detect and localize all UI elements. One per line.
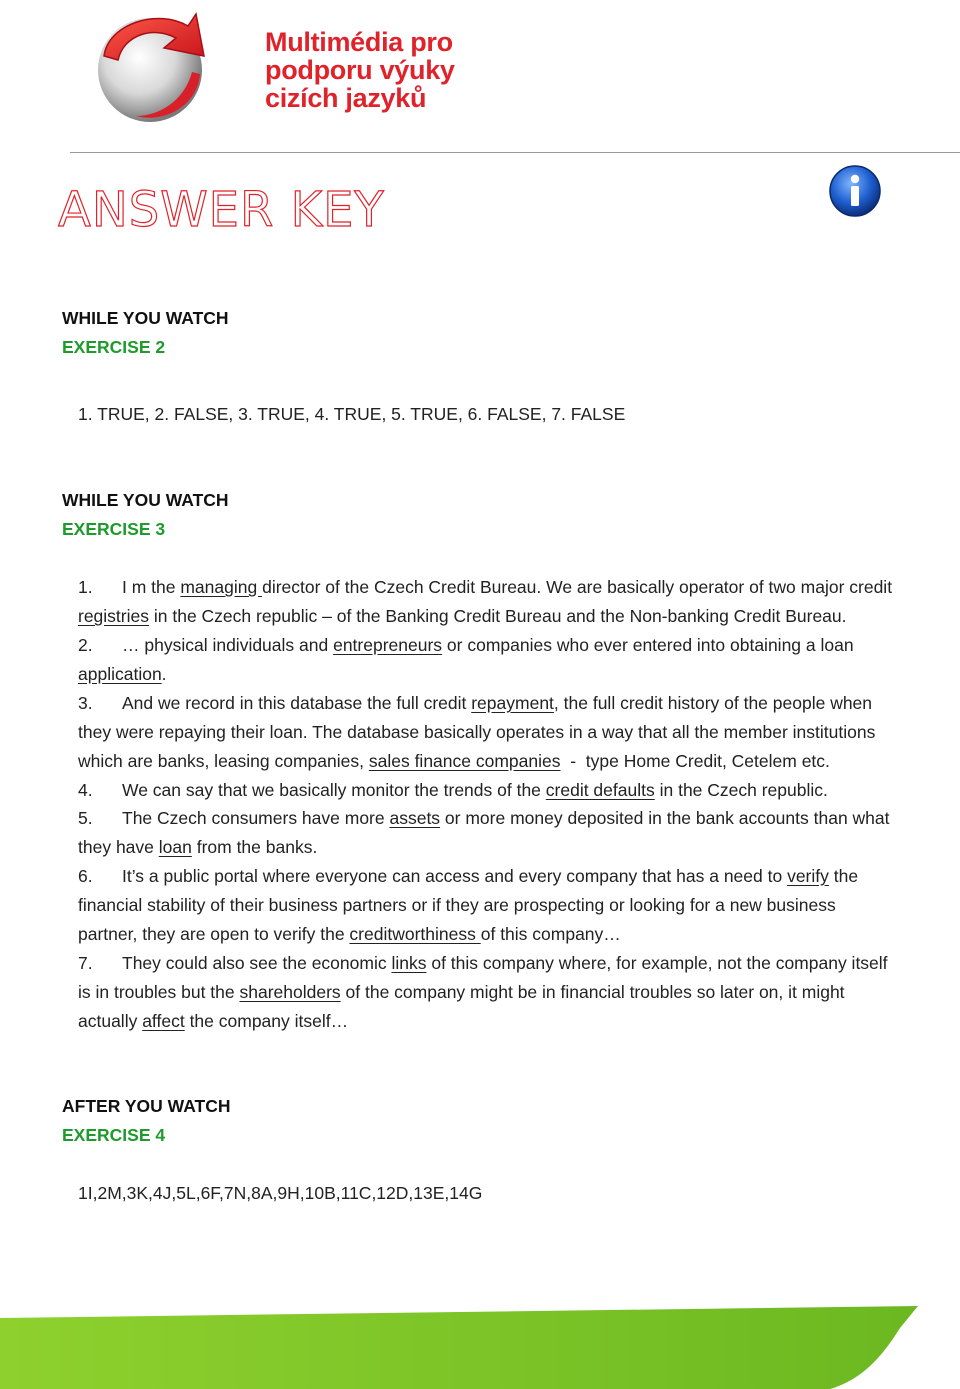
answer-text: We can say that we basically monitor the trends of the <box>122 780 546 800</box>
brand-line: cizích jazyků <box>265 83 427 113</box>
answer-text: of this company… <box>480 924 621 944</box>
answer-text: I m the <box>122 577 181 597</box>
answer-text: they have <box>78 837 159 857</box>
answer-text: in the Czech republic – of the Banking Credit Bureau and the Non-banking Credit Bureau. <box>149 606 847 626</box>
header-divider <box>70 152 960 153</box>
answer-text: It’s a public portal where everyone can access and every company that has a need to <box>122 866 788 886</box>
answer-keyword: creditworthiness <box>349 924 481 944</box>
section-heading: WHILE YOU WATCH <box>62 308 229 328</box>
answer-text: partner, they are open to verify the <box>78 924 350 944</box>
item-number: 1. <box>78 577 93 597</box>
answer-line <box>78 780 828 801</box>
answer-text: actually <box>78 1011 143 1031</box>
answer-line: they were repaying their loan. The database basically operates in a way that all the member institutions <box>78 722 876 742</box>
answer-keyword: sales finance companies <box>368 751 561 771</box>
answer-line <box>78 982 845 1003</box>
brand-wordmark <box>265 28 455 112</box>
brand-line: podporu výuky <box>265 55 455 85</box>
answer-text: … physical individuals and <box>122 635 334 655</box>
exercise-4-answers: 1I,2M,3K,4J,5L,6F,7N,8A,9H,10B,11C,12D,13E,14G <box>78 1183 483 1203</box>
brand-line: Multimédia pro <box>265 27 453 57</box>
answer-text: the <box>828 866 859 886</box>
arrow-sphere-logo-icon <box>88 4 212 128</box>
answer-text: is in troubles but the <box>78 982 240 1002</box>
answer-keyword: affect <box>142 1011 185 1031</box>
answer-line <box>78 635 854 656</box>
item-number: 2. <box>78 635 93 655</box>
answer-keyword: managing <box>180 577 263 597</box>
answer-line <box>78 837 317 858</box>
answer-keyword: credit defaults <box>545 780 655 800</box>
answer-line <box>78 953 888 974</box>
answer-text: director of the Czech Credit Bureau. We are basically operator of two major credit <box>262 577 893 597</box>
exercise-label: EXERCISE 2 <box>62 337 166 357</box>
answer-keyword: repayment <box>471 693 554 713</box>
answer-text: , the full credit history of the people when <box>553 693 873 713</box>
answer-keyword: loan <box>158 837 192 857</box>
item-number: 5. <box>78 808 93 828</box>
item-number: 6. <box>78 866 93 886</box>
answer-line <box>78 808 890 829</box>
exercise-label: EXERCISE 4 <box>62 1125 166 1145</box>
answer-keyword: entrepreneurs <box>333 635 443 655</box>
section-heading: AFTER YOU WATCH <box>62 1096 231 1116</box>
answer-text: The Czech consumers have more <box>122 808 390 828</box>
answer-keyword: links <box>391 953 427 973</box>
answer-text: from the banks. <box>191 837 318 857</box>
answer-line <box>78 866 858 887</box>
item-number: 7. <box>78 953 93 973</box>
answer-text: the company itself… <box>184 1011 349 1031</box>
answer-text: or companies who ever entered into obtaining a loan <box>442 635 854 655</box>
answer-line <box>78 693 872 714</box>
answer-keyword: registries <box>78 606 149 626</box>
answer-text: of the company might be in financial troubles so later on, it might <box>340 982 845 1002</box>
answer-text: or more money deposited in the bank accounts than what <box>440 808 890 828</box>
answer-line <box>78 664 167 685</box>
answer-keyword: application <box>78 664 162 684</box>
answer-text: And we record in this database the full credit <box>122 693 472 713</box>
answer-keyword: shareholders <box>239 982 341 1002</box>
answer-line: financial stability of their business partners or if they are prospecting or looking for a new business <box>78 895 836 915</box>
exercise-2-answers: 1. TRUE, 2. FALSE, 3. TRUE, 4. TRUE, 5. TRUE, 6. FALSE, 7. FALSE <box>78 404 626 424</box>
answer-line <box>78 606 847 627</box>
answer-line <box>78 577 892 598</box>
exercise-label: EXERCISE 3 <box>62 519 166 539</box>
item-number: 3. <box>78 693 93 713</box>
footer-green-band <box>0 1300 960 1389</box>
page-title: ANSWER KEY <box>58 182 385 238</box>
answer-keyword: verify <box>787 866 829 886</box>
answer-line <box>78 751 830 772</box>
answer-text: . <box>161 664 167 684</box>
answer-text: in the Czech republic. <box>654 780 828 800</box>
answer-keyword: assets <box>389 808 441 828</box>
info-icon <box>828 164 882 218</box>
item-number: 4. <box>78 780 93 800</box>
answer-text: - type Home Credit, Cetelem etc. <box>560 751 830 771</box>
answer-line <box>78 924 621 945</box>
answer-text: which are banks, leasing companies, <box>78 751 369 771</box>
answer-text: of this company where, for example, not the company itself <box>426 953 888 973</box>
answer-line <box>78 1011 348 1032</box>
section-heading: WHILE YOU WATCH <box>62 490 229 510</box>
answer-text: They could also see the economic <box>122 953 392 973</box>
